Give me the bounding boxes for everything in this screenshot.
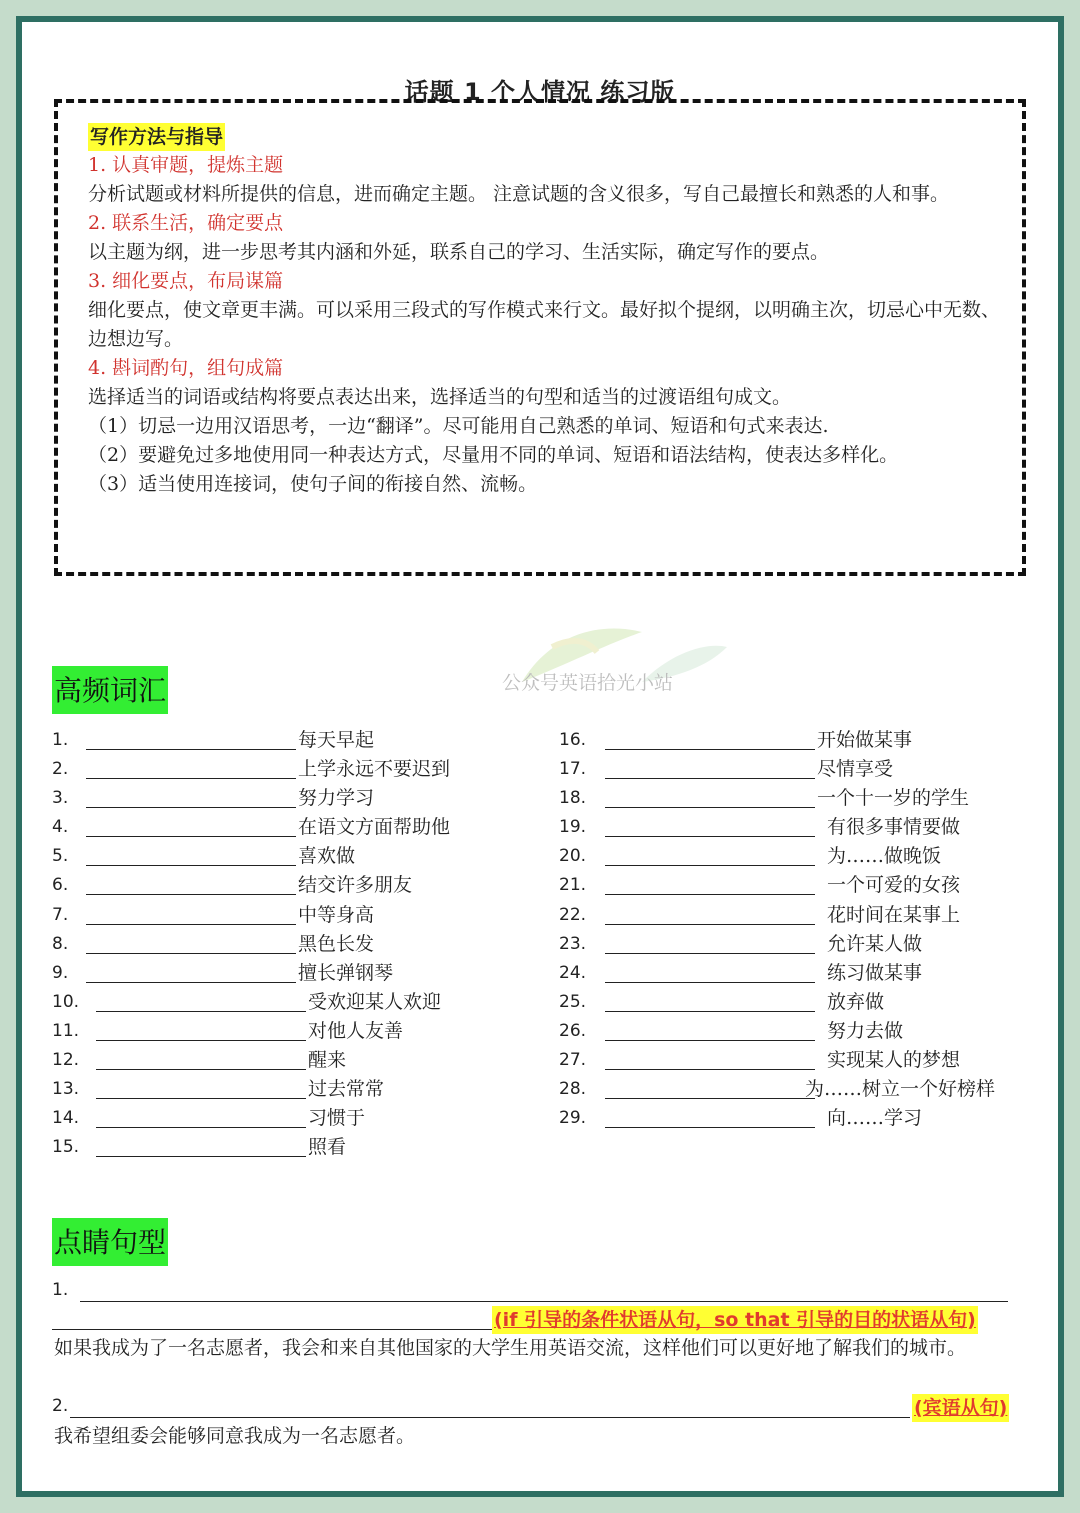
guide-heading: 写作方法与指导	[88, 123, 225, 151]
answer-blank[interactable]	[86, 777, 296, 779]
answer-blank[interactable]	[605, 864, 815, 866]
answer-blank[interactable]	[605, 806, 815, 808]
vocab-item	[559, 871, 1029, 900]
vocab-meaning: 上学永远不要迟到	[298, 758, 451, 781]
vocab-number: 1.	[52, 730, 69, 750]
vocab-meaning: 喜欢做	[298, 845, 356, 868]
vocab-number: 13.	[52, 1079, 80, 1100]
vocab-meaning: 照看	[308, 1136, 347, 1159]
vocab-meaning: 练习做某事	[827, 961, 923, 984]
sentence-translation: 我希望组委会能够同意我成为一名志愿者。	[54, 1425, 416, 1447]
vocab-number: 26.	[559, 1020, 587, 1041]
vocab-number: 14.	[52, 1108, 80, 1129]
vocab-item	[52, 813, 522, 842]
guide-section-heading: 2. 联系生活，确定要点	[88, 212, 284, 234]
vocab-meaning: 受欢迎某人欢迎	[308, 990, 442, 1013]
answer-blank[interactable]	[96, 1068, 306, 1070]
vocab-item	[52, 871, 522, 900]
vocab-meaning: 结交许多朋友	[298, 874, 413, 897]
vocab-item	[52, 959, 522, 988]
vocab-meaning: 放弃做	[827, 990, 885, 1013]
vocab-number: 8.	[52, 933, 69, 954]
vocab-item	[559, 1075, 1029, 1104]
answer-blank[interactable]	[605, 835, 815, 837]
vocab-number: 17.	[559, 759, 587, 780]
grammar-hint: (if 引导的条件状语从句，so that 引导的目的状语从句)	[492, 1306, 978, 1334]
vocab-meaning: 尽情享受	[817, 758, 894, 781]
grammar-hint: (宾语从句)	[912, 1394, 1009, 1422]
vocab-item	[559, 901, 1029, 930]
guide-section-heading: 1. 认真审题，提炼主题	[88, 154, 284, 176]
answer-line[interactable]	[70, 1416, 910, 1418]
vocab-right-column	[559, 726, 1029, 1133]
vocab-meaning: 每天早起	[298, 729, 375, 751]
answer-blank[interactable]	[86, 981, 296, 983]
vocab-item	[559, 726, 1029, 755]
answer-blank[interactable]	[605, 1097, 815, 1099]
vocab-meaning: 有很多事情要做	[827, 816, 961, 839]
vocab-number: 3.	[52, 788, 69, 809]
watermark-text: 公众号英语拾光小站	[502, 672, 674, 694]
answer-blank[interactable]	[86, 835, 296, 837]
sentence-number: 1.	[52, 1280, 69, 1300]
vocab-item	[559, 959, 1029, 988]
answer-blank[interactable]	[605, 893, 815, 895]
guide-section-text: 选择适当的词语或结构将要点表达出来，选择适当的句型和适当的过渡语组句成文。	[88, 386, 792, 408]
vocab-item	[559, 842, 1029, 871]
vocab-item	[559, 1017, 1029, 1046]
answer-blank[interactable]	[86, 864, 296, 866]
vocab-meaning: 开始做某事	[817, 729, 913, 751]
vocab-item	[52, 930, 522, 959]
vocab-meaning: 花时间在某事上	[827, 903, 961, 926]
vocab-left-column	[52, 726, 522, 1162]
vocab-meaning: 允许某人做	[827, 932, 923, 955]
vocab-heading: 高频词汇	[52, 666, 168, 714]
answer-blank[interactable]	[96, 1097, 306, 1099]
vocab-number: 24.	[559, 962, 587, 983]
vocab-meaning: 一个十一岁的学生	[817, 787, 970, 810]
answer-blank[interactable]	[605, 952, 815, 954]
vocab-number: 5.	[52, 846, 69, 867]
vocab-meaning: 为……树立一个好榜样	[805, 1078, 996, 1101]
answer-blank[interactable]	[86, 952, 296, 954]
sentence-translation: 如果我成为了一名志愿者，我会和来自其他国家的大学生用英语交流，这样他们可以更好地了解我们的城市。	[54, 1337, 967, 1359]
vocab-meaning: 一个可爱的女孩	[827, 874, 961, 897]
guide-section-heading: 3. 细化要点，布局谋篇	[88, 270, 284, 292]
guide-section-text: 以主题为纲，进一步思考其内涵和外延，联系自己的学习、生活实际，确定写作的要点。	[88, 241, 830, 263]
vocab-number: 20.	[559, 846, 587, 867]
vocab-number: 25.	[559, 991, 587, 1012]
vocab-number: 9.	[52, 962, 69, 983]
vocab-item	[52, 784, 522, 813]
vocab-item	[52, 1104, 522, 1133]
vocab-number: 10.	[52, 991, 80, 1012]
answer-blank[interactable]	[86, 748, 296, 750]
vocab-item	[52, 842, 522, 871]
answer-blank[interactable]	[605, 1039, 815, 1041]
guide-section-text: （2）要避免过多地使用同一种表达方式，尽量用不同的单词、短语和语法结构，使表达多样化。	[88, 444, 899, 466]
guide-content	[88, 123, 1008, 499]
vocab-number: 23.	[559, 933, 587, 954]
vocab-item	[52, 1017, 522, 1046]
vocab-meaning: 为……做晚饭	[827, 845, 942, 868]
guide-section-text: 分析试题或材料所提供的信息，进而确定主题。 注意试题的含义很多，写自己最擅长和熟悉的人和事。	[88, 183, 950, 205]
vocab-number: 27.	[559, 1050, 587, 1071]
guide-section-text: （1）切忌一边用汉语思考，一边“翻译”。尽可能用自己熟悉的单词、短语和句式来表达.	[88, 415, 829, 437]
vocab-item	[52, 988, 522, 1017]
answer-blank[interactable]	[96, 1155, 306, 1157]
vocab-number: 11.	[52, 1020, 80, 1041]
guide-section-text: （3）适当使用连接词，使句子间的衔接自然、流畅。	[88, 473, 538, 495]
vocab-item	[52, 1046, 522, 1075]
answer-blank[interactable]	[605, 981, 815, 983]
vocab-meaning: 过去常常	[308, 1078, 385, 1101]
answer-line[interactable]	[80, 1300, 1008, 1302]
guide-section-text: 细化要点，使文章更丰满。可以采用三段式的写作模式来行文。最好拟个提纲，以明确主次，切忌心中无数、边想边写。	[88, 299, 1001, 350]
vocab-meaning: 实现某人的梦想	[827, 1049, 961, 1072]
vocab-item	[52, 1133, 522, 1162]
vocab-number: 6.	[52, 875, 69, 896]
vocab-item	[559, 813, 1029, 842]
vocab-meaning: 习惯于	[308, 1107, 366, 1130]
vocab-number: 18.	[559, 788, 587, 809]
answer-blank[interactable]	[96, 1039, 306, 1041]
vocab-meaning: 黑色长发	[298, 932, 375, 955]
vocab-number: 16.	[559, 730, 587, 750]
worksheet-page	[22, 22, 1058, 1491]
vocab-item	[559, 755, 1029, 784]
vocab-item	[52, 901, 522, 930]
vocab-number: 7.	[52, 904, 69, 925]
vocab-number: 21.	[559, 875, 587, 896]
vocab-number: 28.	[559, 1079, 587, 1100]
guide-section-heading: 4. 斟词酌句，组句成篇	[88, 357, 284, 379]
answer-blank[interactable]	[96, 1010, 306, 1012]
vocab-item	[559, 1104, 1029, 1133]
vocab-meaning: 努力去做	[827, 1019, 904, 1042]
answer-line[interactable]	[52, 1328, 492, 1330]
sentence-number: 2.	[52, 1396, 69, 1416]
vocab-number: 4.	[52, 817, 69, 838]
answer-blank[interactable]	[96, 1126, 306, 1128]
guide-box	[54, 99, 1026, 576]
vocab-number: 29.	[559, 1108, 587, 1129]
vocab-item	[559, 784, 1029, 813]
vocab-item	[52, 755, 522, 784]
answer-blank[interactable]	[605, 1068, 815, 1070]
vocab-number: 15.	[52, 1137, 80, 1158]
answer-blank[interactable]	[86, 923, 296, 925]
vocab-meaning: 中等身高	[298, 903, 375, 926]
vocab-number: 2.	[52, 759, 69, 780]
answer-blank[interactable]	[605, 923, 815, 925]
answer-blank[interactable]	[605, 1010, 815, 1012]
answer-blank[interactable]	[605, 777, 815, 779]
answer-blank[interactable]	[86, 893, 296, 895]
vocab-item	[559, 930, 1029, 959]
sentences-heading: 点睛句型	[52, 1218, 168, 1266]
vocab-item	[52, 1075, 522, 1104]
vocab-meaning: 向……学习	[827, 1107, 923, 1130]
vocab-meaning: 醒来	[308, 1049, 347, 1072]
vocab-meaning: 在语文方面帮助他	[298, 816, 451, 839]
vocab-item	[559, 988, 1029, 1017]
vocab-item	[559, 1046, 1029, 1075]
answer-blank[interactable]	[86, 806, 296, 808]
vocab-number: 12.	[52, 1050, 80, 1071]
answer-blank[interactable]	[605, 1126, 815, 1128]
vocab-number: 19.	[559, 817, 587, 838]
vocab-number: 22.	[559, 904, 587, 925]
page-title: 话题 1 个人情况 练习版	[404, 78, 676, 106]
answer-blank[interactable]	[605, 748, 815, 750]
vocab-meaning: 对他人友善	[308, 1019, 404, 1042]
vocab-meaning: 努力学习	[298, 787, 375, 810]
vocab-item	[52, 726, 522, 755]
vocab-meaning: 擅长弹钢琴	[298, 961, 394, 984]
